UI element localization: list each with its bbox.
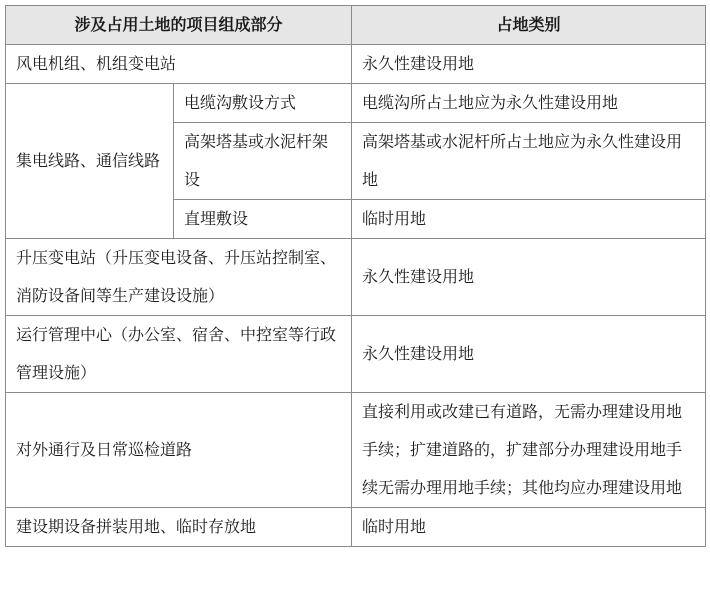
row-sub-mode: 电缆沟敷设方式 — [174, 84, 352, 123]
land-use-table — [5, 5, 706, 547]
table-row — [6, 508, 706, 547]
table-header-row — [6, 6, 706, 45]
row-part: 对外通行及日常巡检道路 — [6, 393, 352, 508]
row-category: 永久性建设用地 — [352, 45, 706, 84]
table-row — [6, 316, 706, 393]
row-sub-mode: 高架塔基或水泥杆架设 — [174, 123, 352, 200]
header-project-part: 涉及占用土地的项目组成部分 — [6, 6, 352, 45]
row-part: 升压变电站（升压变电设备、升压站控制室、消防设备间等生产建设设施） — [6, 239, 352, 316]
row-category: 高架塔基或水泥杆所占土地应为永久性建设用地 — [352, 123, 706, 200]
row-category: 直接利用或改建已有道路，无需办理建设用地手续；扩建道路的，扩建部分办理建设用地手续无需办理用地手续；其他均应办理建设用地 — [352, 393, 706, 508]
row-part: 运行管理中心（办公室、宿舍、中控室等行政管理设施） — [6, 316, 352, 393]
row-sub-mode: 直埋敷设 — [174, 200, 352, 239]
table-row — [6, 84, 706, 123]
table-row — [6, 393, 706, 508]
table-row — [6, 239, 706, 316]
table-row — [6, 45, 706, 84]
row-category: 永久性建设用地 — [352, 239, 706, 316]
row-category: 临时用地 — [352, 200, 706, 239]
row-part: 集电线路、通信线路 — [6, 84, 174, 239]
header-land-category: 占地类别 — [352, 6, 706, 45]
row-part: 风电机组、机组变电站 — [6, 45, 352, 84]
row-part: 建设期设备拼装用地、临时存放地 — [6, 508, 352, 547]
row-category: 电缆沟所占土地应为永久性建设用地 — [352, 84, 706, 123]
row-category: 临时用地 — [352, 508, 706, 547]
row-category: 永久性建设用地 — [352, 316, 706, 393]
